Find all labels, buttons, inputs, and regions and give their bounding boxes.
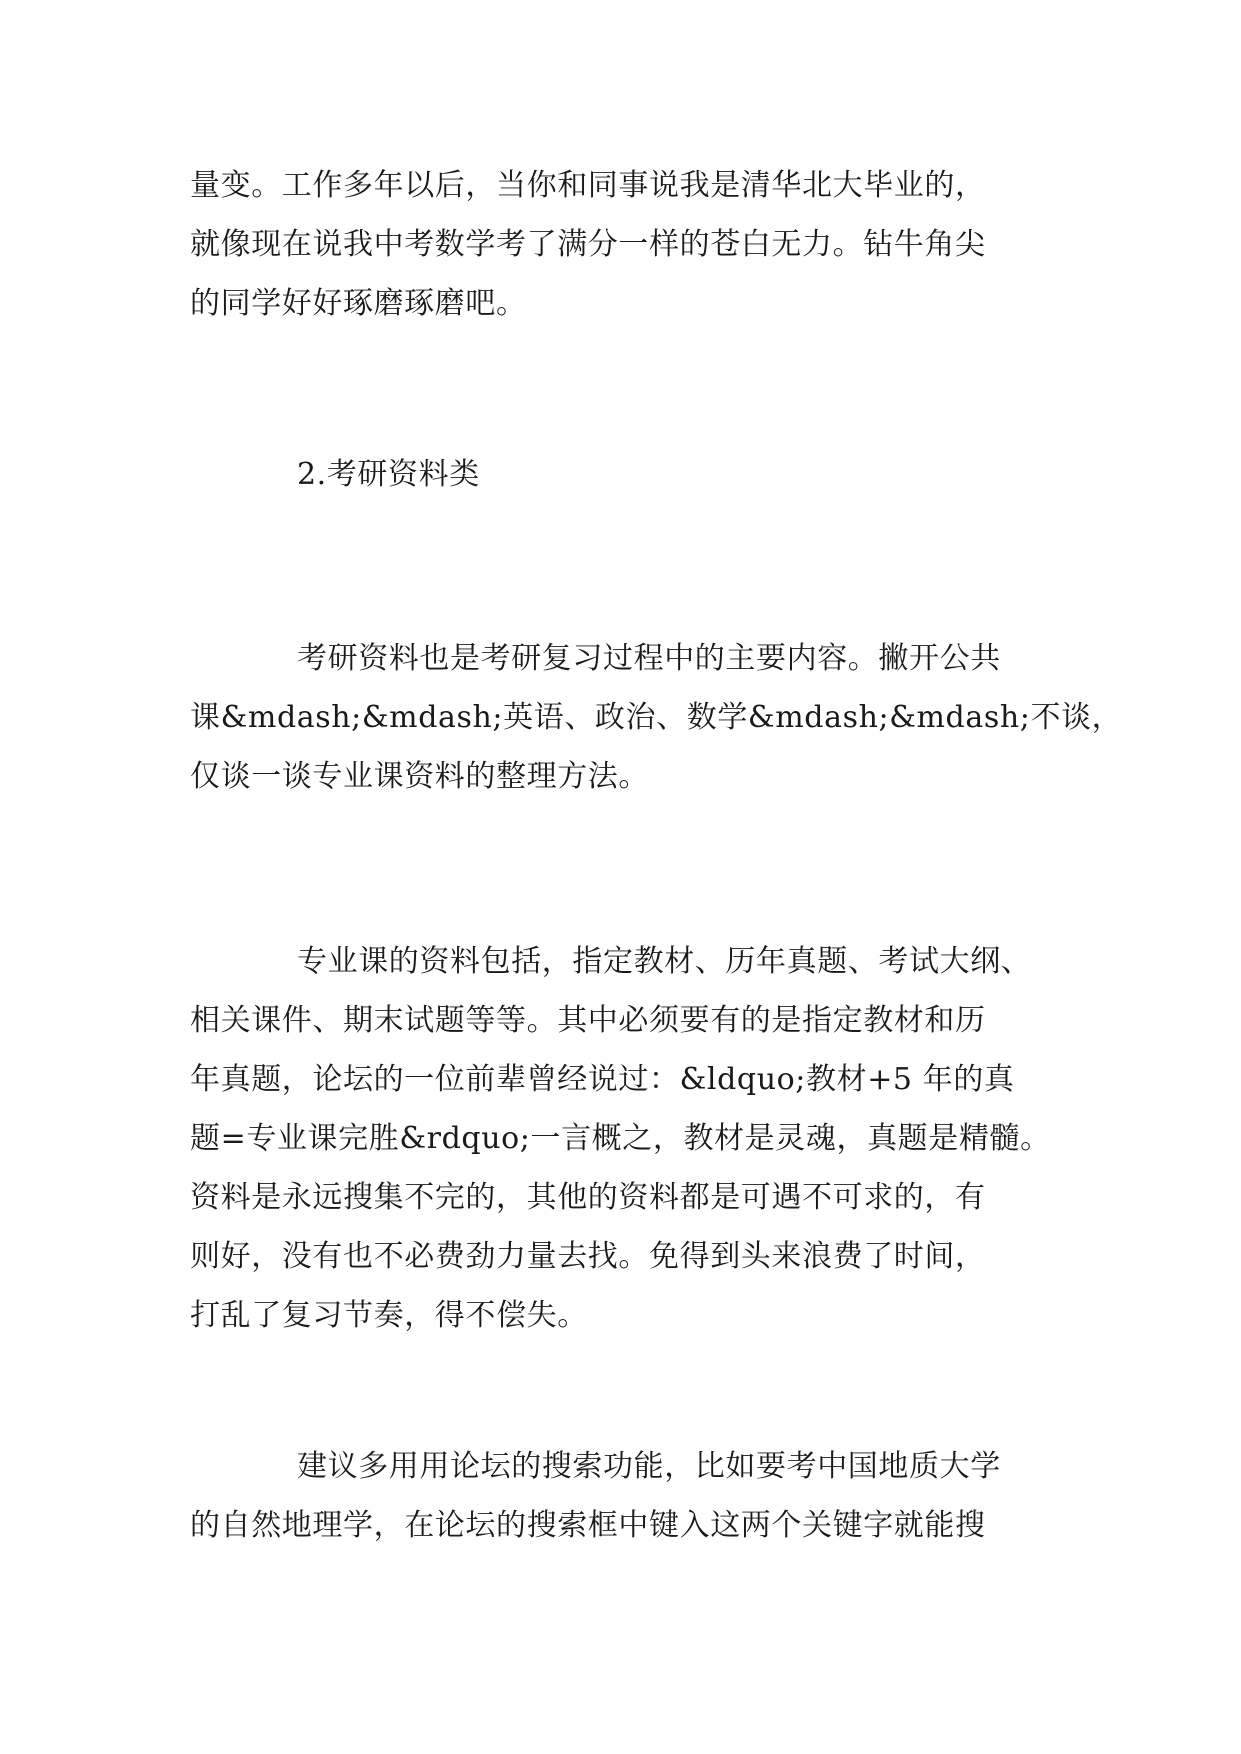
text-line: 打乱了复习节奏，得不偿失。 <box>190 1298 588 1333</box>
section-heading: 2.考研资料类 <box>297 457 480 492</box>
text-line: 的同学好好琢磨琢磨吧。 <box>190 286 527 321</box>
text-line: 相关课件、期末试题等等。其中必须要有的是指定教材和历 <box>190 1003 986 1038</box>
paragraph-2 <box>190 629 1123 806</box>
text-line: 建议多用用论坛的搜索功能，比如要考中国地质大学 <box>297 1449 1001 1484</box>
text-line: 就像现在说我中考数学考了满分一样的苍白无力。钻牛角尖 <box>190 227 986 262</box>
text-line: 量变。工作多年以后，当你和同事说我是清华北大毕业的， <box>190 168 986 203</box>
text-line: 则好，没有也不必费劲力量去找。免得到头来浪费了时间， <box>190 1239 986 1274</box>
text-line: 考研资料也是考研复习过程中的主要内容。撇开公共 <box>297 641 1001 676</box>
paragraph-1 <box>190 156 1060 333</box>
paragraph-4 <box>190 1437 1060 1555</box>
paragraph-3 <box>190 932 1060 1345</box>
text-line: 课&mdash;&mdash;英语、政治、数学&mdash;&mdash;不谈， <box>190 700 1123 735</box>
text-line: 题=专业课完胜&rdquo;一言概之，教材是灵魂，真题是精髓。 <box>190 1121 1051 1156</box>
text-line: 的自然地理学，在论坛的搜索框中键入这两个关键字就能搜 <box>190 1508 986 1543</box>
text-line: 年真题，论坛的一位前辈曾经说过：&ldquo;教材+5 年的真 <box>190 1062 1015 1097</box>
text-line: 专业课的资料包括，指定教材、历年真题、考试大纲、 <box>297 944 1032 979</box>
text-line: 仅谈一谈专业课资料的整理方法。 <box>190 759 649 794</box>
text-line: 资料是永远搜集不完的，其他的资料都是可遇不可求的，有 <box>190 1180 986 1215</box>
